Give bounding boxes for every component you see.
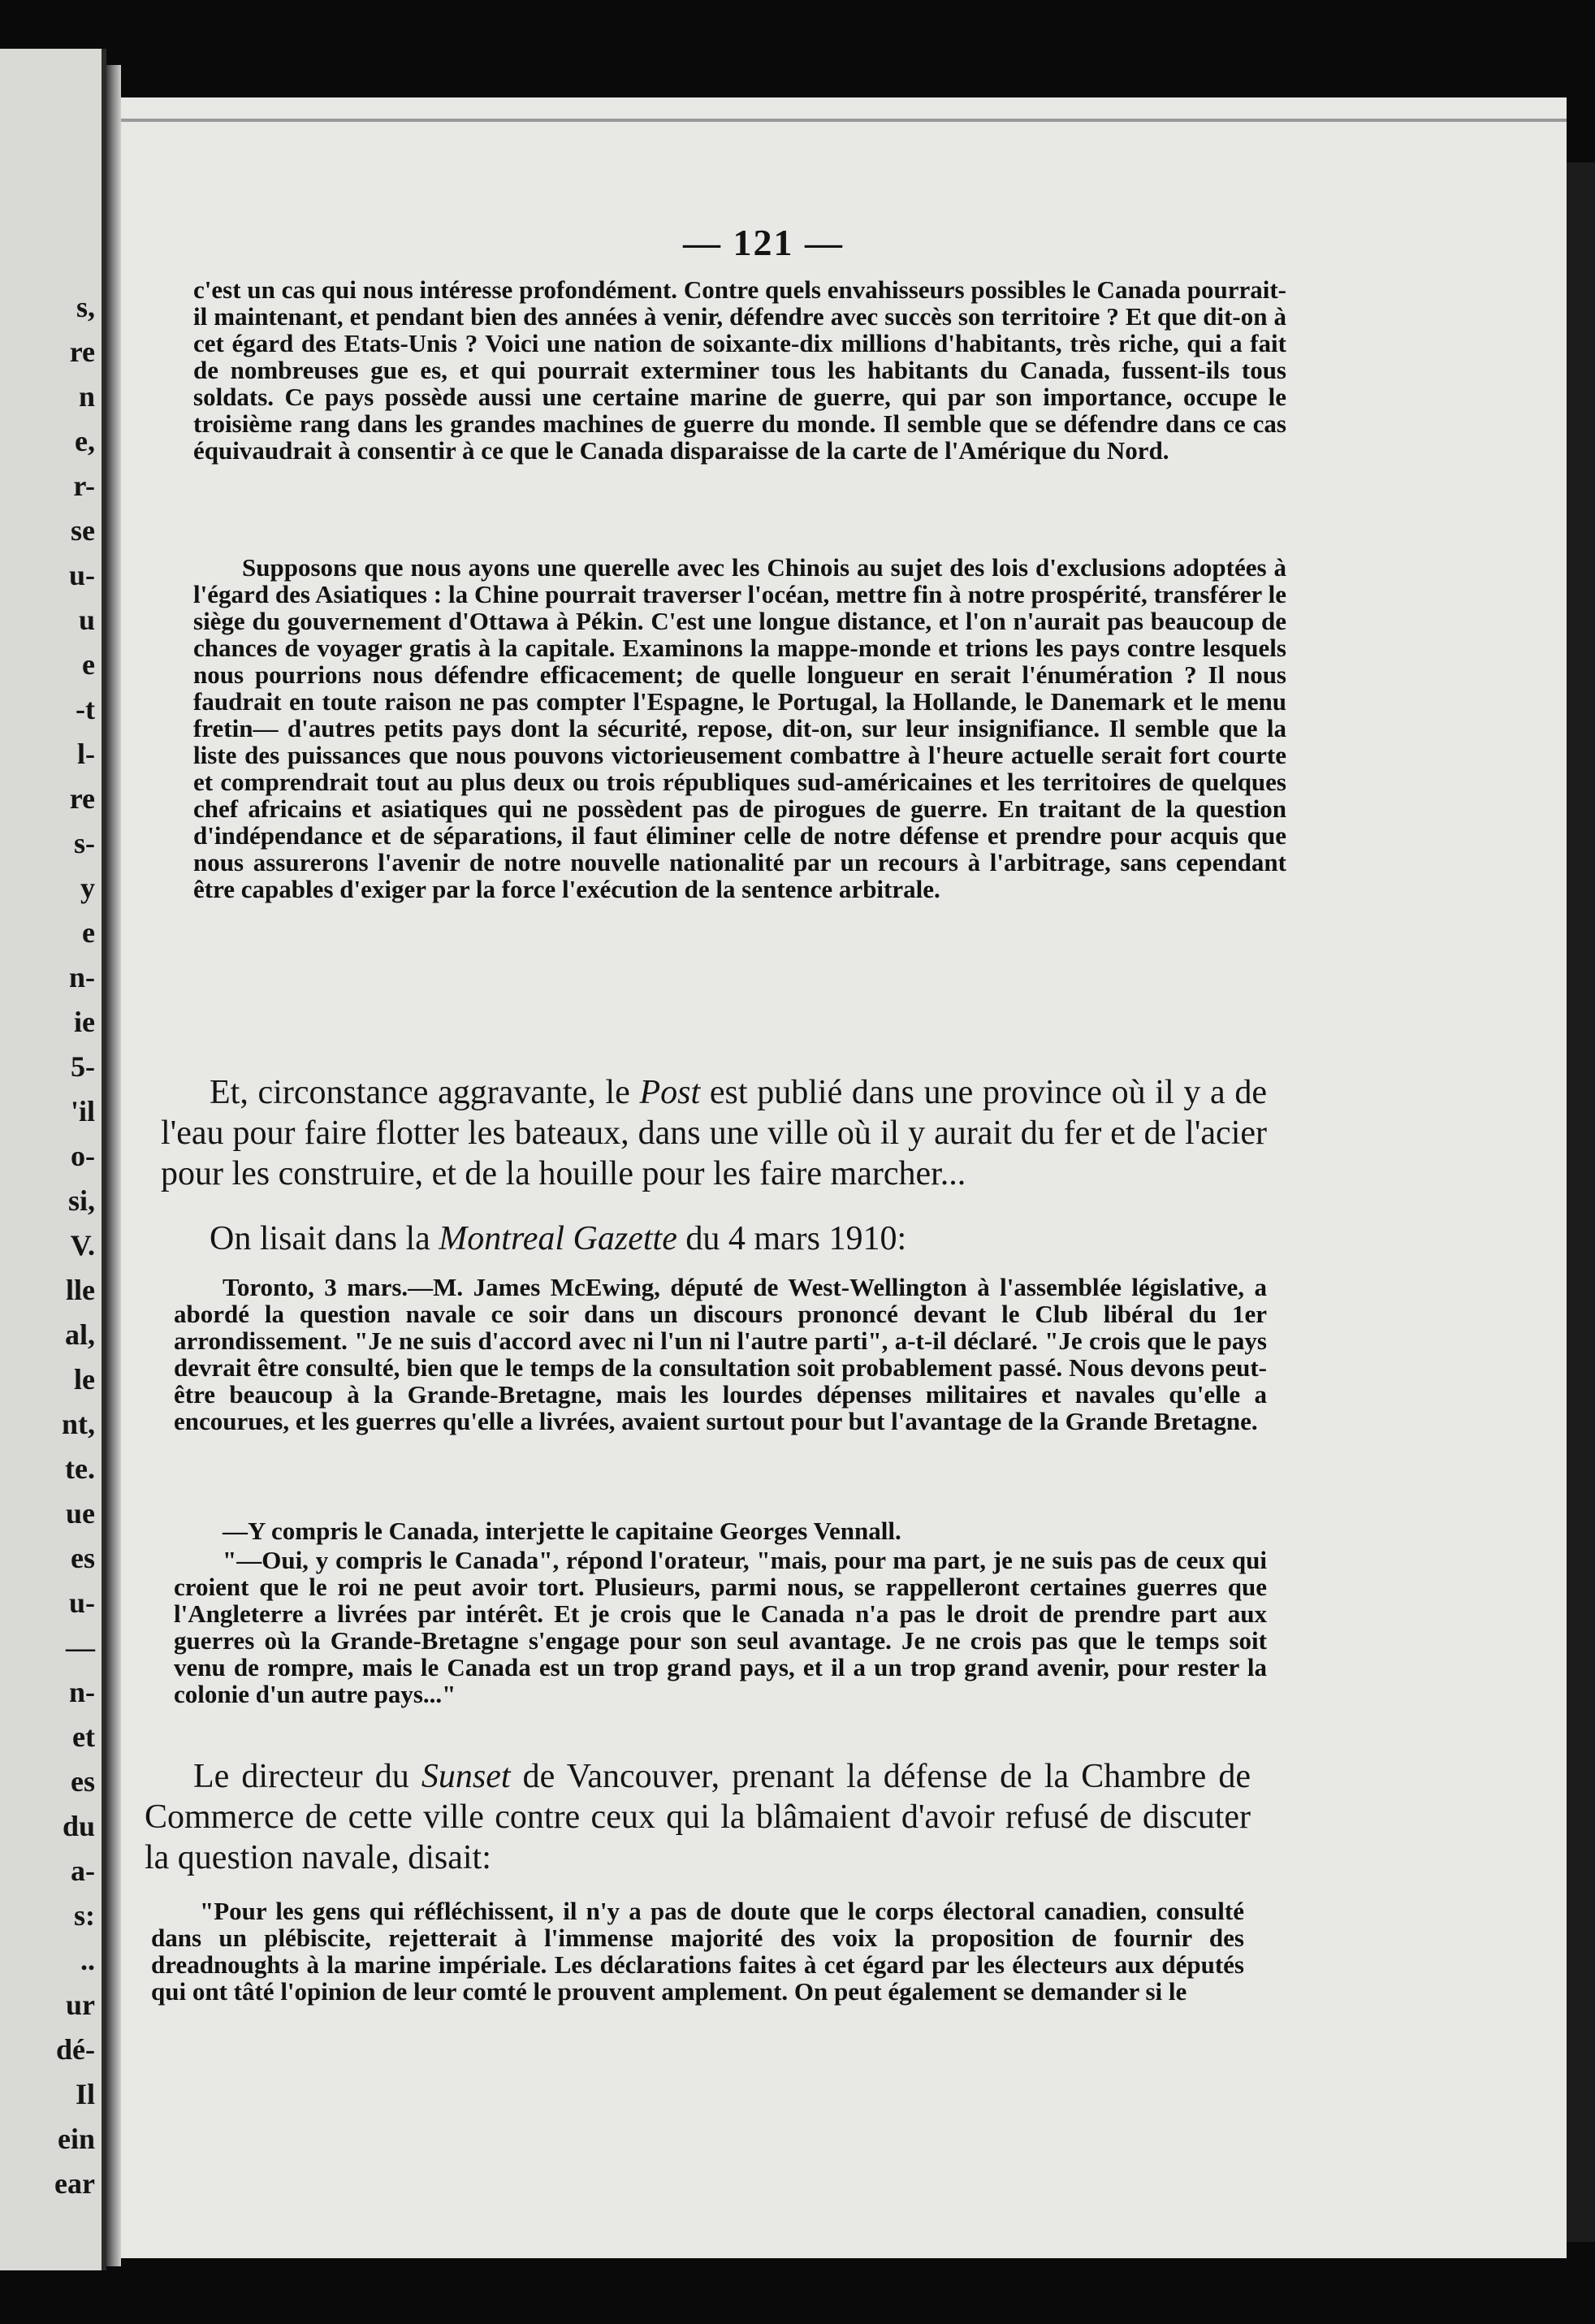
previous-page-fragment: u- (68, 559, 95, 591)
previous-page-fragment: al, (64, 1318, 95, 1351)
body-paragraph-3-text-b: de Vancouver, prenant la défense de la Chambre de Commerce de cette ville contre ceux qui la blâmaient d'avoir refusé de discuter la question navale, disait: (145, 1758, 1251, 1876)
previous-page-fragment: n (78, 380, 95, 413)
previous-page-fragment: 5- (71, 1050, 95, 1083)
quote-paragraph-6: "Pour les gens qui réfléchissent, il n'y a pas de doute que le corps électoral canadien, consulté dans un plébiscite, rejetterait à l'immense majorité des voix la proposition de fournir des dreadnoughts à la marine impériale. Les déclarations faites à cet égard par les électeurs aux députés qui ont tâté l'opinion de leur comté le prouvent amplement. On peut également se demander si le (151, 1897, 1244, 2006)
previous-page-fragment: ie (74, 1006, 95, 1038)
previous-page-fragment: r- (73, 470, 95, 502)
previous-page-fragment: lle (66, 1274, 95, 1306)
previous-page-fragment: te. (65, 1452, 95, 1485)
body-paragraph-1-text-b: est publié dans une province où il y a de l'eau pour faire flotter les bateaux, dans une ville où il y aurait du fer et de l'acier pour les construire, et de la houille pour les faire marcher... (161, 1074, 1268, 1192)
page-right-edge (1567, 162, 1595, 2242)
previous-page-fragment: e, (75, 425, 95, 457)
previous-page-fragment: Il (75, 2078, 95, 2110)
previous-page-fragment: ue (66, 1497, 95, 1530)
body-paragraph-3-text-a: Le directeur du (193, 1758, 421, 1795)
previous-page-fragment: e (82, 648, 95, 681)
previous-page-fragment: ear (54, 2167, 95, 2200)
newspaper-title-post: Post (639, 1074, 701, 1111)
previous-page-fragment: u- (68, 1586, 95, 1619)
previous-page-fragment: s- (74, 827, 95, 859)
previous-page-fragment: y (80, 872, 95, 904)
page-number: — 121 — (683, 222, 844, 263)
quote-paragraph-5: "—Oui, y compris le Canada", répond l'orateur, "mais, pour ma part, je ne suis pas de ceux qui croient que le roi ne peut avoir tort. Plusieurs, parmi nous, se rappelleront certaines guerres que l'Angleterre a livrées par intérêt. Et je crois que le Canada n'a pas le droit de prendre part aux guerres où la Grande-Bretagne s'engage pour son seul avantage. Je ne crois pas que le temps soit venu de rompre, mais le Canada est un trop grand pays, et il a un trop grand avenir, pour rester la colonie d'un autre pays..." (174, 1546, 1267, 1708)
previous-page-fragment: 'il (70, 1095, 95, 1127)
previous-page-fragment: es (71, 1542, 95, 1574)
previous-page-fragment: l- (77, 738, 95, 770)
previous-page-fragment: .. (80, 1944, 95, 1976)
newspaper-title-gazette: Montreal Gazette (439, 1220, 677, 1257)
body-paragraph-1-text-a: Et, circonstance aggravante, le (210, 1074, 640, 1111)
body-paragraph-2-text-b: du 4 mars 1910: (676, 1220, 907, 1257)
previous-page-fragment: si, (67, 1184, 95, 1217)
previous-page-fragment: nt, (61, 1408, 95, 1440)
body-paragraph-1 (161, 1072, 1267, 1194)
previous-page-fragment: e (82, 916, 95, 949)
previous-page-fragment: o- (71, 1140, 95, 1172)
previous-page-fragment: a- (71, 1854, 95, 1887)
previous-page-fragment: — (66, 1631, 95, 1664)
previous-page-fragment: ur (66, 1989, 95, 2021)
previous-page-fragment: re (69, 335, 95, 368)
quote-paragraph-4: —Y compris le Canada, interjette le capitaine Georges Vennall. (223, 1517, 901, 1545)
newspaper-title-sunset: Sunset (421, 1758, 511, 1795)
previous-page-fragment: s, (76, 291, 95, 323)
quote-paragraph-2: Supposons que nous ayons une querelle avec les Chinois au sujet des lois d'exclusions adoptées à l'égard des Asiatiques : la Chine pourrait traverser l'océan, mettre fin à notre prospérité, transférer le siège du gouvernement d'Ottawa à Pékin. C'est une longue distance, et l'on n'aurait pas beaucoup de chances de voyager gratis à la capitale. Examinons la mappe-monde et trions les pays contre lesquels nous pourrions nous défendre efficacement; de quelle longueur en serait l'énumération ? Il nous faudrait en toute raison ne pas compter l'Espagne, le Portugal, la Hollande, le Danemark et le menu fretin— d'autres petits pays dont la sécurité, repose, dit-on, sur leur insignifiance. Il semble que la liste des puissances que nous pouvons victorieusement combattre à l'heure actuelle serait fort courte et comprendrait tout au plus deux ou trois républiques sud-américaines et les territoires de quelques chef africains et asiatiques qui ne possèdent pas de pirogues de guerre. En traitant de la question d'indépendance et de séparations, il faut éliminer celle de notre défense et prendre pour acquis que nous assurerons l'avenir de notre nouvelle nationalité par un recours à l'arbitrage, sans cependant être capables d'exiger par la force l'exécution de la sentence arbitrale. (193, 553, 1286, 903)
previous-page-fragment: V. (70, 1229, 95, 1262)
previous-page-fragment: es (71, 1765, 95, 1798)
previous-page-fragment: du (62, 1810, 95, 1842)
quote-paragraph-3: Toronto, 3 mars.—M. James McEwing, député de West-Wellington à l'assemblée législative, a abordé la question navale ce soir dans un discours prononcé devant le Club libéral du 1er arrondissement. "Je ne suis d'accord avec ni l'un ni l'autre parti", a-t-il déclaré. "Je crois que le pays devrait être consulté, bien que le temps de la consultation soit probablement passé. Nous devons peut-être beaucoup à la Grande-Bretagne, mais les lourdes dépenses militaires et navales qu'elle a encourues, et les guerres qu'elle a livrées, avaient surtout pour but l'avantage de la Grande Bretagne. (174, 1273, 1267, 1435)
previous-page-fragment: le (74, 1363, 95, 1396)
previous-page-fragment: se (71, 514, 95, 547)
page-top-edge (121, 119, 1567, 122)
previous-page-fragment: s: (74, 1899, 95, 1932)
body-paragraph-2 (161, 1218, 1267, 1259)
previous-page-fragment: ein (57, 2123, 95, 2155)
book-spine (106, 65, 121, 2266)
previous-page-fragment: n- (68, 1676, 95, 1708)
previous-page-edge (0, 49, 106, 2270)
previous-page-fragment: u (78, 604, 95, 636)
previous-page-fragment: re (69, 782, 95, 815)
previous-page-fragment: n- (68, 961, 95, 993)
quote-paragraph-1: c'est un cas qui nous intéresse profondément. Contre quels envahisseurs possibles le Canada pourrait-il maintenant, et pendant bien des années à venir, défendre avec succès son territoire ? Et que dit-on à cet égard des Etats-Unis ? Voici une nation de soixante-dix millions d'habitants, très riche, qui a fait de nombreuses gue es, et qui pourrait exterminer tous les habitants du Canada, fussent-ils tous soldats. Ce pays possède aussi une certaine marine de guerre, qui par son importance, occupe le troisième rang dans les grandes machines de guerre du monde. Il semble que se défendre dans ce cas équivaudrait à consentir à ce que le Canada disparaisse de la carte de l'Amérique du Nord. (193, 275, 1286, 465)
body-paragraph-3 (145, 1756, 1251, 1878)
previous-page-fragment: et (72, 1720, 95, 1753)
body-paragraph-2-text-a: On lisait dans la (210, 1220, 439, 1257)
previous-page-fragment: dé- (56, 2033, 95, 2066)
previous-page-fragment: -t (76, 693, 95, 725)
